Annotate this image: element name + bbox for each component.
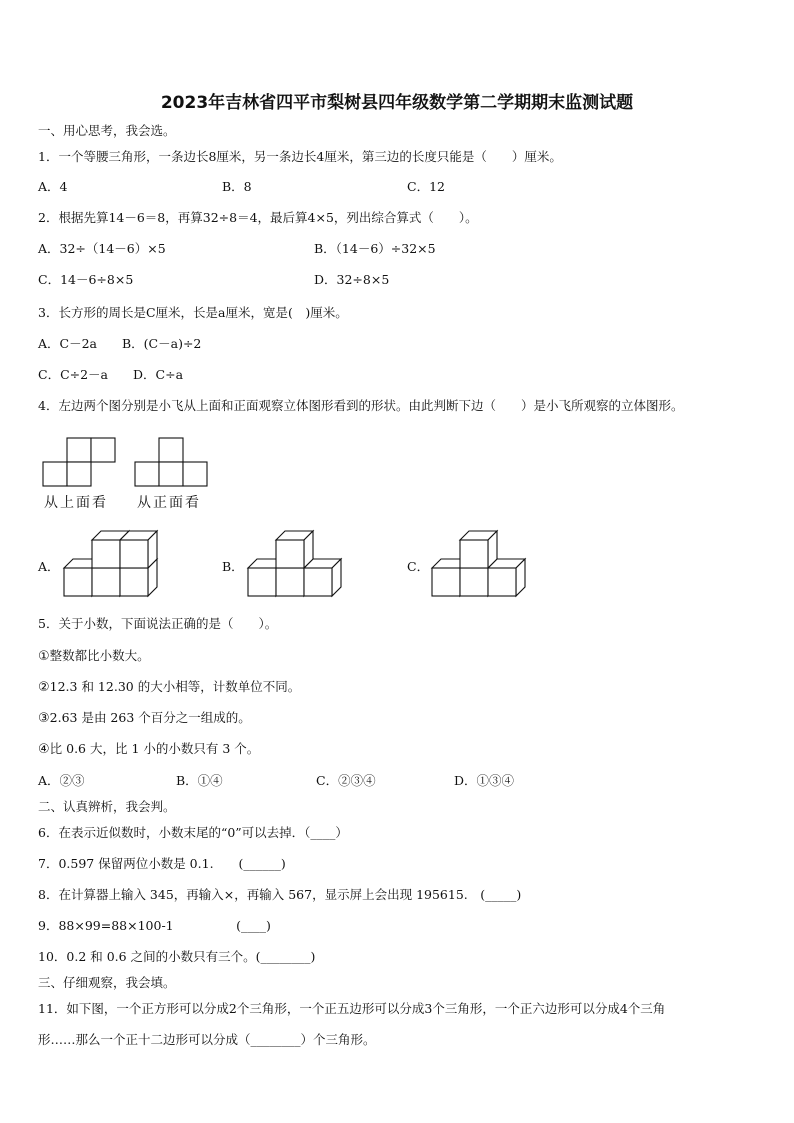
- q2-option-b[interactable]: B．（14－6）÷32×5: [314, 241, 436, 256]
- question-11-line-2: 形……那么一个正十二边形可以分成（________）个三角形。: [38, 1032, 376, 1047]
- q5-statement-1: [38, 646, 150, 664]
- cube: [488, 559, 525, 596]
- q5-option-a[interactable]: A．②③: [38, 773, 85, 788]
- q5-statement-3: [38, 708, 251, 726]
- q5-statement-4: [38, 739, 259, 757]
- q1-option-a[interactable]: A．4: [38, 179, 68, 194]
- cube: [120, 531, 157, 568]
- q5-option-d[interactable]: D．①③④: [454, 773, 515, 788]
- page-title: 2023年吉林省四平市梨树县四年级数学第二学期期末监测试题: [160, 93, 634, 113]
- q5-statement-4-text: 比 0.6 大，比 1 小的小数只有 3 个。: [49, 741, 260, 756]
- q5-statement-2-text: 12.3 和 12.30 的大小相等，计数单位不同。: [49, 679, 301, 694]
- q3-options-ab[interactable]: A．C－2a B．(C－a)÷2: [38, 336, 202, 351]
- q5-statement-1-text: 整数都比小数大。: [49, 648, 150, 663]
- question-1-text: 1．一个等腰三角形，一条边长8厘米，另一条边长4厘米，第三边的长度只能是（ ）厘米。: [38, 149, 562, 164]
- circled-number-4: ④: [38, 742, 50, 757]
- question-4-text: 4．左边两个图分别是小飞从上面和正面观察立体图形看到的形状。由此判断下边（ ）是小飞所观察的立体图形。: [38, 398, 684, 413]
- question-3-text: 3．长方形的周长是C厘米，长是a厘米，宽是( )厘米。: [38, 305, 348, 320]
- question-2-text: 2．根据先算14－6＝8，再算32÷8＝4，最后算4×5，列出综合算式（ ）。: [38, 210, 478, 225]
- front-view-figure: [135, 437, 215, 489]
- q4-option-b-cubes[interactable]: [246, 528, 356, 598]
- circled-number-1: ①: [38, 649, 50, 664]
- section-heading-choice: 一、用心思考，我会选。: [38, 123, 176, 138]
- q4-option-b[interactable]: B．: [222, 559, 244, 574]
- q4-option-c[interactable]: C．: [407, 559, 430, 574]
- q4-option-c-cubes[interactable]: [430, 528, 540, 598]
- section-heading-judge: 二、认真辨析，我会判。: [38, 799, 176, 814]
- q5-option-b[interactable]: B．①④: [176, 773, 223, 788]
- question-11-line-1: 11．如下图，一个正方形可以分成2个三角形，一个正五边形可以分成3个三角形，一个正六边形可以分成4个三角: [38, 1001, 666, 1016]
- q4-option-a-cubes[interactable]: [62, 528, 172, 598]
- q2-option-c[interactable]: C．14－6÷8×5: [38, 272, 134, 287]
- circled-number-3: ③: [38, 711, 50, 726]
- section-heading-fill: 三、仔细观察，我会填。: [38, 975, 176, 990]
- q5-statement-3-text: 2.63 是由 263 个百分之一组成的。: [49, 710, 251, 725]
- q3-options-cd[interactable]: C．C÷2－a D．C÷a: [38, 367, 184, 382]
- q5-statement-2: [38, 677, 300, 695]
- q4-option-a[interactable]: A．: [38, 559, 60, 574]
- question-8-text: 8．在计算器上输入 345，再输入×，再输入 567，显示屏上会出现 195615. (_____): [38, 887, 522, 902]
- front-view-label: 从正面看: [137, 495, 201, 511]
- top-view-label: 从上面看: [44, 495, 108, 511]
- top-view-figure: [43, 437, 123, 489]
- question-7-text: 7．0.597 保留两位小数是 0.1. (______): [38, 856, 286, 871]
- cube: [304, 559, 341, 596]
- question-9-text: 9．88×99=88×100-1 (____): [38, 918, 271, 933]
- q2-option-a[interactable]: A．32÷（14－6）×5: [38, 241, 166, 256]
- question-10-text: 10．0.2 和 0.6 之间的小数只有三个。(________): [38, 949, 316, 964]
- cube: [276, 531, 313, 568]
- cube: [460, 531, 497, 568]
- q1-option-b[interactable]: B．8: [222, 179, 252, 194]
- q2-option-d[interactable]: D．32÷8×5: [314, 272, 390, 287]
- q5-option-c[interactable]: C．②③④: [316, 773, 376, 788]
- q1-option-c[interactable]: C．12: [407, 179, 445, 194]
- question-6-text: 6．在表示近似数时，小数末尾的“0”可以去掉．（____）: [38, 825, 348, 840]
- circled-number-2: ②: [38, 680, 50, 695]
- question-5-text: 5．关于小数，下面说法正确的是（ ）。: [38, 616, 278, 631]
